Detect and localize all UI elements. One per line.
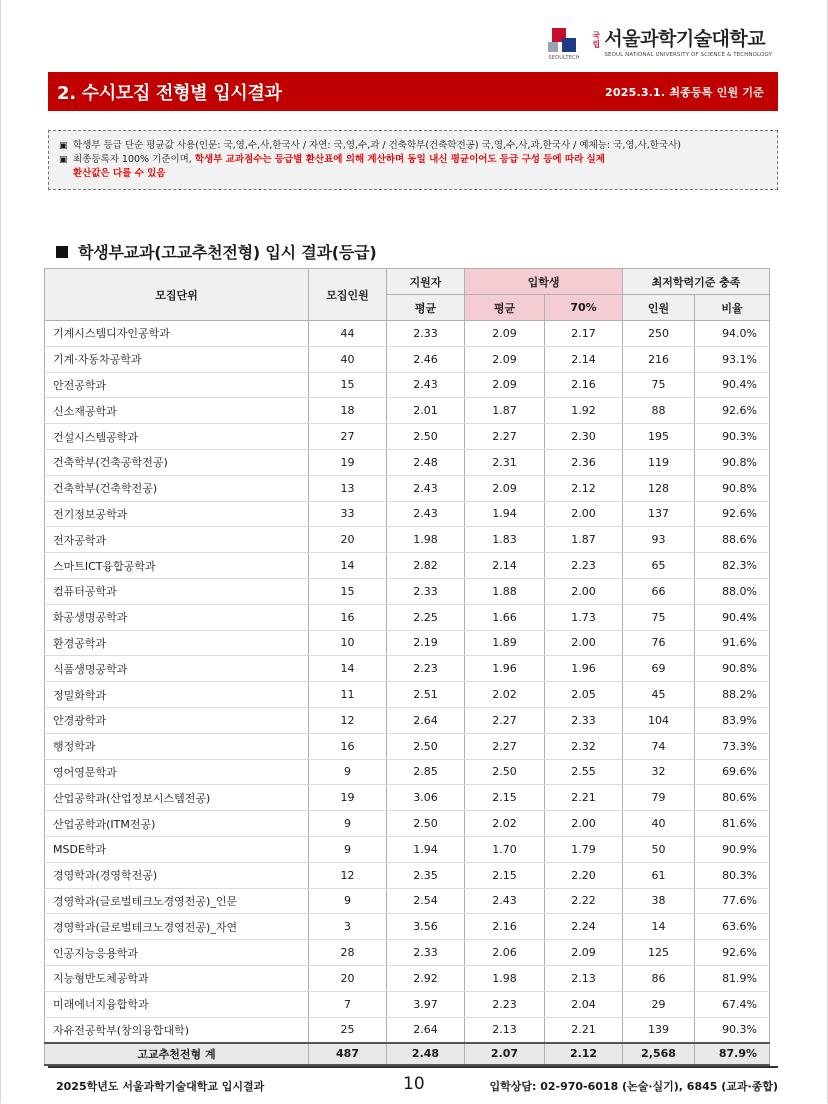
footer-contact: 입학상담: 02-970-6018 (논술·실기), 6845 (교과·종합) (489, 1080, 778, 1093)
table-row (45, 527, 770, 553)
cell-admitted-70: 2.14 (545, 346, 623, 372)
page-footer (48, 1066, 778, 1104)
university-logo (548, 28, 772, 64)
cell-quota: 11 (309, 682, 387, 708)
table-row (45, 604, 770, 630)
table-row (45, 836, 770, 862)
cell-dept: 안전공학과 (45, 372, 309, 398)
cell-dept: 기계시스템디자인공학과 (45, 321, 309, 347)
note-text-3-highlight: 환산값은 다를 수 있음 (73, 168, 166, 179)
header-quota: 모집인원 (309, 269, 387, 321)
cell-admitted-avg: 1.89 (465, 630, 545, 656)
page-number: 10 (403, 1074, 425, 1094)
header-dept: 모집단위 (45, 269, 309, 321)
cell-dept: 영어영문학과 (45, 759, 309, 785)
cell-applicant-avg: 3.06 (387, 785, 465, 811)
cell-applicant-avg: 1.98 (387, 527, 465, 553)
cell-minreq-ratio: 90.3% (695, 424, 770, 450)
table-row (45, 449, 770, 475)
cell-admitted-70: 2.36 (545, 449, 623, 475)
cell-minreq-ratio: 92.6% (695, 501, 770, 527)
cell-applicant-avg: 3.97 (387, 991, 465, 1017)
total-quota: 487 (309, 1043, 387, 1065)
section-header-bar (48, 72, 778, 111)
cell-quota: 13 (309, 475, 387, 501)
cell-minreq-ratio: 63.6% (695, 914, 770, 940)
cell-minreq-ratio: 90.8% (695, 449, 770, 475)
cell-admitted-avg: 1.66 (465, 604, 545, 630)
cell-minreq-ratio: 69.6% (695, 759, 770, 785)
cell-admitted-avg: 1.96 (465, 656, 545, 682)
cell-admitted-70: 2.21 (545, 785, 623, 811)
cell-admitted-70: 2.12 (545, 475, 623, 501)
cell-dept: 인공지능응용학과 (45, 940, 309, 966)
table-row (45, 759, 770, 785)
cell-minreq-count: 32 (623, 759, 695, 785)
cell-minreq-count: 40 (623, 811, 695, 837)
note-line-3 (59, 167, 767, 181)
cell-dept: 환경공학과 (45, 630, 309, 656)
cell-admitted-70: 2.21 (545, 1017, 623, 1043)
logo-english-name: SEOUL NATIONAL UNIVERSITY OF SCIENCE & TECHNOLOGY (604, 52, 772, 58)
table-row (45, 656, 770, 682)
cell-minreq-ratio: 67.4% (695, 991, 770, 1017)
cell-minreq-count: 75 (623, 604, 695, 630)
logo-mark-icon (548, 28, 588, 64)
cell-dept: 기계·자동차공학과 (45, 346, 309, 372)
cell-minreq-count: 137 (623, 501, 695, 527)
cell-admitted-avg: 2.15 (465, 785, 545, 811)
cell-applicant-avg: 2.23 (387, 656, 465, 682)
cell-admitted-avg: 2.09 (465, 372, 545, 398)
cell-quota: 9 (309, 811, 387, 837)
note-text-1: 학생부 등급 단순 평균값 사용(인문: 국,영,수,사,한국사 / 자연: 국,영,수,과 / 건축학부(건축학전공) 국,영,수,사,과,한국사 / 예체능: 국,영,사,한국사) (73, 140, 681, 151)
cell-admitted-70: 1.96 (545, 656, 623, 682)
cell-applicant-avg: 2.33 (387, 940, 465, 966)
cell-quota: 28 (309, 940, 387, 966)
table-row (45, 733, 770, 759)
cell-dept: 화공생명공학과 (45, 604, 309, 630)
cell-quota: 19 (309, 449, 387, 475)
cell-applicant-avg: 2.48 (387, 449, 465, 475)
cell-minreq-ratio: 88.0% (695, 578, 770, 604)
cell-quota: 33 (309, 501, 387, 527)
cell-quota: 7 (309, 991, 387, 1017)
total-admitted-70: 2.12 (545, 1043, 623, 1065)
cell-quota: 25 (309, 1017, 387, 1043)
logo-sub: SEOULTECH (548, 55, 580, 61)
total-minreq-count: 2,568 (623, 1043, 695, 1065)
cell-dept: 미래에너지융합학과 (45, 991, 309, 1017)
cell-applicant-avg: 2.64 (387, 1017, 465, 1043)
cell-minreq-ratio: 93.1% (695, 346, 770, 372)
cell-quota: 16 (309, 604, 387, 630)
header-admitted-avg: 평균 (465, 295, 545, 321)
cell-minreq-count: 88 (623, 398, 695, 424)
cell-minreq-count: 14 (623, 914, 695, 940)
cell-applicant-avg: 2.46 (387, 346, 465, 372)
cell-applicant-avg: 2.33 (387, 578, 465, 604)
cell-minreq-count: 195 (623, 424, 695, 450)
table-row (45, 321, 770, 347)
cell-admitted-avg: 2.27 (465, 424, 545, 450)
cell-admitted-70: 2.05 (545, 682, 623, 708)
table-row (45, 991, 770, 1017)
cell-admitted-70: 1.73 (545, 604, 623, 630)
header-minreq: 최저학력기준 충족 (623, 269, 770, 295)
cell-quota: 20 (309, 965, 387, 991)
cell-minreq-count: 86 (623, 965, 695, 991)
cell-minreq-count: 216 (623, 346, 695, 372)
reference-date: 2025.3.1. 최종등록 인원 기준 (605, 85, 764, 99)
cell-admitted-70: 2.16 (545, 372, 623, 398)
cell-quota: 3 (309, 914, 387, 940)
cell-minreq-ratio: 90.4% (695, 372, 770, 398)
cell-dept: 건설시스템공학과 (45, 424, 309, 450)
cell-dept: 행정학과 (45, 733, 309, 759)
cell-admitted-70: 2.00 (545, 578, 623, 604)
table-row (45, 940, 770, 966)
cell-minreq-count: 69 (623, 656, 695, 682)
cell-admitted-avg: 2.27 (465, 707, 545, 733)
cell-admitted-avg: 2.15 (465, 862, 545, 888)
cell-quota: 19 (309, 785, 387, 811)
cell-minreq-count: 66 (623, 578, 695, 604)
cell-minreq-count: 74 (623, 733, 695, 759)
cell-applicant-avg: 2.92 (387, 965, 465, 991)
table-row (45, 475, 770, 501)
logo-small-text: 국립 (592, 31, 601, 49)
cell-dept: 스마트ICT융합공학과 (45, 553, 309, 579)
cell-applicant-avg: 2.01 (387, 398, 465, 424)
cell-applicant-avg: 2.51 (387, 682, 465, 708)
cell-dept: 지능형반도체공학과 (45, 965, 309, 991)
cell-quota: 15 (309, 578, 387, 604)
cell-dept: 신소재공학과 (45, 398, 309, 424)
section-title: 학생부교과(고교추천전형) 입시 결과(등급) (78, 243, 377, 262)
cell-minreq-count: 65 (623, 553, 695, 579)
cell-applicant-avg: 2.43 (387, 475, 465, 501)
cell-minreq-ratio: 90.4% (695, 604, 770, 630)
header-minreq-count: 인원 (623, 295, 695, 321)
table-row (45, 707, 770, 733)
cell-admitted-70: 2.00 (545, 811, 623, 837)
cell-quota: 9 (309, 836, 387, 862)
cell-dept: 경영학과(글로벌테크노경영전공)_자연 (45, 914, 309, 940)
cell-admitted-70: 2.23 (545, 553, 623, 579)
total-row (45, 1043, 770, 1065)
cell-minreq-ratio: 82.3% (695, 553, 770, 579)
note-bullet-icon: ▣ (59, 155, 68, 165)
page-title: 2. 수시모집 전형별 입시결과 (57, 82, 282, 104)
table-body (45, 321, 770, 1043)
cell-admitted-70: 2.33 (545, 707, 623, 733)
cell-applicant-avg: 2.33 (387, 321, 465, 347)
cell-applicant-avg: 1.94 (387, 836, 465, 862)
cell-quota: 12 (309, 862, 387, 888)
cell-minreq-ratio: 90.3% (695, 1017, 770, 1043)
cell-dept: 건축학부(건축공학전공) (45, 449, 309, 475)
cell-minreq-ratio: 81.6% (695, 811, 770, 837)
cell-applicant-avg: 2.54 (387, 888, 465, 914)
header-applicant-avg: 평균 (387, 295, 465, 321)
cell-minreq-count: 139 (623, 1017, 695, 1043)
cell-admitted-avg: 1.70 (465, 836, 545, 862)
cell-quota: 44 (309, 321, 387, 347)
cell-minreq-ratio: 83.9% (695, 707, 770, 733)
cell-minreq-ratio: 73.3% (695, 733, 770, 759)
cell-minreq-ratio: 77.6% (695, 888, 770, 914)
cell-quota: 14 (309, 553, 387, 579)
cell-applicant-avg: 2.50 (387, 733, 465, 759)
cell-applicant-avg: 2.50 (387, 424, 465, 450)
table-row (45, 682, 770, 708)
table-row (45, 1017, 770, 1043)
table-row (45, 630, 770, 656)
cell-dept: 자유전공학부(창의융합대학) (45, 1017, 309, 1043)
cell-applicant-avg: 2.25 (387, 604, 465, 630)
cell-minreq-count: 75 (623, 372, 695, 398)
cell-minreq-count: 128 (623, 475, 695, 501)
cell-admitted-avg: 2.23 (465, 991, 545, 1017)
cell-minreq-count: 76 (623, 630, 695, 656)
cell-minreq-ratio: 91.6% (695, 630, 770, 656)
total-admitted-avg: 2.07 (465, 1043, 545, 1065)
cell-minreq-ratio: 80.6% (695, 785, 770, 811)
note-text-2: 최종등록자 100% 기준이며, (73, 154, 195, 165)
header-admitted-70: 70% (545, 295, 623, 321)
table-row (45, 553, 770, 579)
cell-minreq-count: 29 (623, 991, 695, 1017)
cell-admitted-70: 2.20 (545, 862, 623, 888)
table-row (45, 914, 770, 940)
cell-minreq-count: 50 (623, 836, 695, 862)
cell-minreq-ratio: 90.8% (695, 656, 770, 682)
cell-minreq-count: 104 (623, 707, 695, 733)
cell-admitted-avg: 1.87 (465, 398, 545, 424)
cell-minreq-count: 125 (623, 940, 695, 966)
cell-minreq-count: 61 (623, 862, 695, 888)
header-minreq-ratio: 비율 (695, 295, 770, 321)
cell-quota: 40 (309, 346, 387, 372)
header-admitted: 입학생 (465, 269, 623, 295)
cell-admitted-70: 2.32 (545, 733, 623, 759)
cell-dept: 정밀화학과 (45, 682, 309, 708)
cell-dept: MSDE학과 (45, 836, 309, 862)
cell-quota: 16 (309, 733, 387, 759)
cell-admitted-avg: 2.16 (465, 914, 545, 940)
cell-admitted-avg: 2.43 (465, 888, 545, 914)
table-row (45, 965, 770, 991)
cell-minreq-count: 119 (623, 449, 695, 475)
cell-minreq-ratio: 90.9% (695, 836, 770, 862)
cell-quota: 18 (309, 398, 387, 424)
cell-dept: 산업공학과(ITM전공) (45, 811, 309, 837)
table-row (45, 501, 770, 527)
cell-admitted-70: 2.55 (545, 759, 623, 785)
cell-dept: 전기정보공학과 (45, 501, 309, 527)
cell-admitted-70: 1.79 (545, 836, 623, 862)
cell-admitted-avg: 2.09 (465, 475, 545, 501)
cell-admitted-avg: 2.27 (465, 733, 545, 759)
square-bullet-icon (56, 246, 68, 258)
cell-admitted-avg: 2.13 (465, 1017, 545, 1043)
cell-dept: 건축학부(건축학전공) (45, 475, 309, 501)
cell-quota: 15 (309, 372, 387, 398)
cell-minreq-count: 45 (623, 682, 695, 708)
cell-applicant-avg: 2.82 (387, 553, 465, 579)
cell-admitted-avg: 1.83 (465, 527, 545, 553)
section-heading (56, 240, 377, 263)
cell-quota: 9 (309, 888, 387, 914)
cell-dept: 전자공학과 (45, 527, 309, 553)
table-row (45, 578, 770, 604)
cell-admitted-70: 2.24 (545, 914, 623, 940)
cell-applicant-avg: 2.19 (387, 630, 465, 656)
cell-dept: 컴퓨터공학과 (45, 578, 309, 604)
cell-admitted-avg: 1.94 (465, 501, 545, 527)
cell-minreq-count: 250 (623, 321, 695, 347)
cell-quota: 27 (309, 424, 387, 450)
cell-minreq-ratio: 94.0% (695, 321, 770, 347)
cell-dept: 경영학과(경영학전공) (45, 862, 309, 888)
total-minreq-ratio: 87.9% (695, 1043, 770, 1065)
cell-applicant-avg: 3.56 (387, 914, 465, 940)
note-line-2 (59, 153, 767, 167)
cell-applicant-avg: 2.64 (387, 707, 465, 733)
table-row (45, 862, 770, 888)
cell-admitted-70: 2.00 (545, 630, 623, 656)
cell-minreq-ratio: 92.6% (695, 398, 770, 424)
cell-dept: 안경광학과 (45, 707, 309, 733)
cell-minreq-ratio: 92.6% (695, 940, 770, 966)
cell-admitted-avg: 1.88 (465, 578, 545, 604)
cell-applicant-avg: 2.43 (387, 372, 465, 398)
cell-admitted-avg: 2.50 (465, 759, 545, 785)
cell-applicant-avg: 2.50 (387, 811, 465, 837)
cell-minreq-count: 38 (623, 888, 695, 914)
cell-admitted-70: 2.17 (545, 321, 623, 347)
cell-minreq-ratio: 88.2% (695, 682, 770, 708)
cell-admitted-avg: 2.02 (465, 811, 545, 837)
cell-admitted-avg: 2.09 (465, 321, 545, 347)
cell-minreq-ratio: 88.6% (695, 527, 770, 553)
cell-minreq-ratio: 90.8% (695, 475, 770, 501)
cell-admitted-70: 1.92 (545, 398, 623, 424)
cell-quota: 12 (309, 707, 387, 733)
cell-admitted-avg: 2.02 (465, 682, 545, 708)
note-bullet-icon: ▣ (59, 141, 68, 151)
cell-admitted-avg: 2.09 (465, 346, 545, 372)
logo-name: 서울과학기술대학교 (604, 28, 766, 50)
table-row (45, 785, 770, 811)
cell-applicant-avg: 2.43 (387, 501, 465, 527)
cell-applicant-avg: 2.85 (387, 759, 465, 785)
footer-title: 2025학년도 서울과학기술대학교 입시결과 (56, 1080, 265, 1093)
cell-quota: 20 (309, 527, 387, 553)
note-line-1 (59, 139, 767, 153)
cell-minreq-count: 79 (623, 785, 695, 811)
cell-admitted-70: 2.22 (545, 888, 623, 914)
table-row (45, 398, 770, 424)
cell-admitted-70: 2.00 (545, 501, 623, 527)
cell-admitted-avg: 1.98 (465, 965, 545, 991)
table-row (45, 811, 770, 837)
header-applicant: 지원자 (387, 269, 465, 295)
cell-admitted-70: 2.04 (545, 991, 623, 1017)
table-row (45, 372, 770, 398)
cell-dept: 경영학과(글로벌테크노경영전공)_인문 (45, 888, 309, 914)
notes-box (48, 130, 778, 190)
cell-admitted-70: 2.09 (545, 940, 623, 966)
cell-admitted-avg: 2.06 (465, 940, 545, 966)
cell-admitted-avg: 2.14 (465, 553, 545, 579)
total-label: 고교추천전형 계 (45, 1043, 309, 1065)
note-text-2-highlight: 학생부 교과점수는 등급별 환산표에 의해 계산하며 동일 내신 평균이어도 등급 구성 등에 따라 실제 (194, 154, 605, 165)
cell-admitted-70: 1.87 (545, 527, 623, 553)
cell-applicant-avg: 2.35 (387, 862, 465, 888)
cell-admitted-avg: 2.31 (465, 449, 545, 475)
table-row (45, 346, 770, 372)
cell-dept: 식품생명공학과 (45, 656, 309, 682)
table-row (45, 424, 770, 450)
cell-dept: 산업공학과(산업정보시스템전공) (45, 785, 309, 811)
admission-results-table (44, 268, 770, 1066)
cell-quota: 9 (309, 759, 387, 785)
cell-minreq-ratio: 81.9% (695, 965, 770, 991)
total-applicant-avg: 2.48 (387, 1043, 465, 1065)
table-row (45, 888, 770, 914)
cell-quota: 14 (309, 656, 387, 682)
cell-minreq-ratio: 80.3% (695, 862, 770, 888)
cell-admitted-70: 2.13 (545, 965, 623, 991)
cell-admitted-70: 2.30 (545, 424, 623, 450)
cell-minreq-count: 93 (623, 527, 695, 553)
cell-quota: 10 (309, 630, 387, 656)
